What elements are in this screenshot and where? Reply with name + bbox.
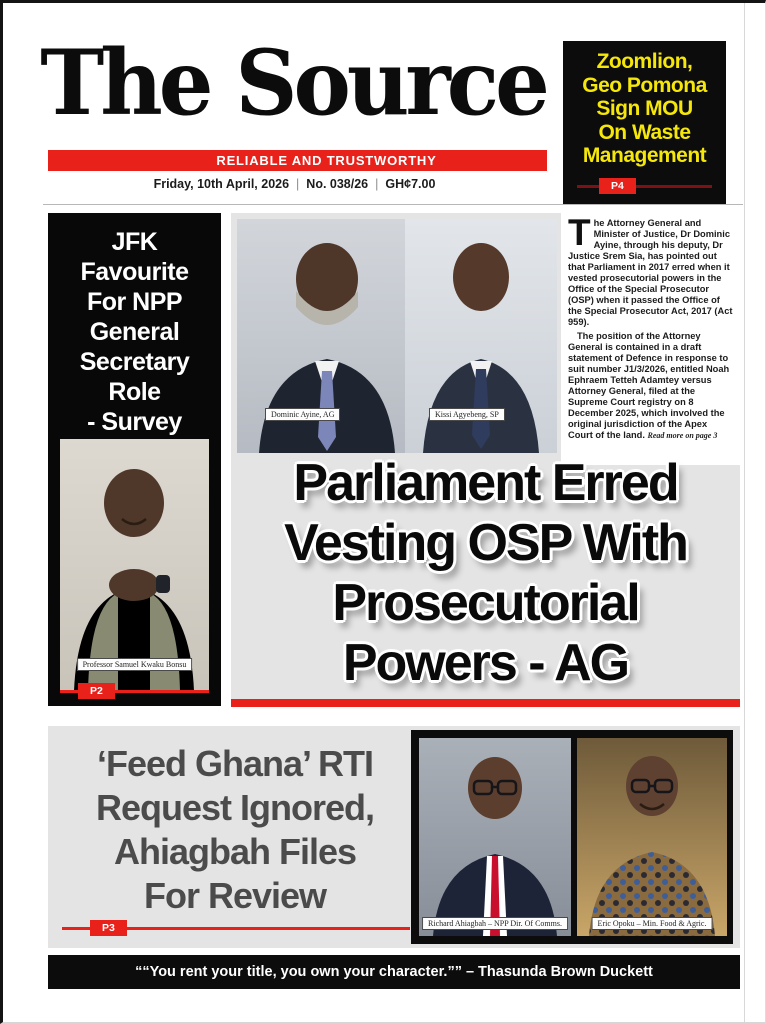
portrait-illustration [419,738,571,936]
drop-cap: T [568,213,591,253]
headline-line: ‘Feed Ghana’ RTI [96,743,374,784]
photo-caption: Eric Opoku – Min. Food & Agric. [592,917,713,930]
headline-line: Ahiagbah Files [113,831,357,872]
headline-line: General [89,318,180,346]
promo-headline-line: Management [582,144,707,167]
quote-bar [48,955,740,989]
red-underbar [231,699,740,707]
page-tag-row [60,683,209,699]
bottom-photos-box [411,730,733,944]
headline-line: Favourite [80,258,189,286]
dateline [41,174,548,194]
article-paragraph [568,331,734,441]
main-story-panel [231,213,740,707]
left-story-headline [48,227,221,437]
issue-date: Friday, 10th April, 2026 [153,177,290,191]
promo-headline-line: Sign MOU [596,97,693,120]
headline-line: Powers - AG [342,634,629,692]
read-more-note: Read more on page 3 [647,431,718,440]
separator: | [296,177,300,191]
masthead [39,25,547,147]
cover-price: GH¢7.00 [385,177,436,191]
quote-text: ““You rent your title, you own your character.”” – Thasunda Brown Duckett [135,964,653,980]
headline-line: For Review [143,875,327,916]
photo-caption: Kissi Agyebeng, SP [429,408,505,421]
separator: | [375,177,379,191]
headline-line: Role [108,378,161,406]
bottom-story-feed-ghana [48,726,740,948]
photo-kissi-agyebeng [405,219,557,453]
page-tag-p4: P4 [599,178,636,194]
headline-line: Prosecutorial [332,574,639,632]
page-edge-line [744,3,745,1024]
photo-caption: Dominic Ayine, AG [265,408,340,421]
promo-headline-line: Zoomlion, [596,50,693,73]
promo-headline-line: On Waste [598,120,691,144]
photo-richard-ahiagbah [419,738,571,936]
portrait-illustration [60,439,209,691]
photo-eric-opoku [577,738,727,936]
paragraph-text: he Attorney General and Minister of Justice, Dr Dominic Ayine, through his deputy, Dr Justice Srem Sia, has pointed out that Parliament in 2017 erred when it vested prosecutorial powers in the Office of the Special Prosecutor (OSP) when it passed the Office of the Special Prosecutor Act, 2017 (Act 959). [568,218,733,327]
main-headline [231,453,740,693]
headline-line: JFK [111,228,158,256]
headline-line: Vesting OSP With [284,514,687,572]
photo-samuel-kwaku-bonsu [60,439,209,691]
headline-line: - Survey [87,408,182,436]
issue-number: No. 038/26 [306,177,369,191]
header-divider [43,204,743,205]
left-story-jfk [48,213,221,706]
photo-caption: Richard Ahiagbah – NPP Dir. Of Comms. [422,917,568,930]
page-tag-p3: P3 [90,920,127,936]
paragraph-text: The position of the Attorney General is contained in a draft statement of Defence in response to suit number J1/3/2026, entitled Noah Ephraem Tetteh Adamtey versus Attorney General, filed at the Supreme Court registry on 8 December 2025, which involved the original jurisdiction of the Apex Court of the land. [568,331,730,440]
page-tag-p2: P2 [78,683,115,699]
portrait-illustration [577,738,727,936]
headline-line: Secretary [79,348,190,376]
headline-line: Request Ignored, [95,787,375,828]
headline-line: Parliament Erred [293,454,678,512]
page-tag-row [62,920,410,936]
promo-headline-line: Geo Pomona [582,73,707,97]
tag-rule [577,185,712,188]
newspaper-title: The Source [40,30,546,136]
tagline-banner: RELIABLE AND TRUSTWORTHY [48,150,547,171]
photo-caption: Professor Samuel Kwaku Bonsu [77,658,193,671]
bottom-headline [56,742,414,918]
promo-story-zoomlion [563,41,726,204]
article-paragraph [568,213,734,328]
page-tag-row [577,178,712,194]
photo-dominic-ayine [237,219,417,453]
headline-line: For NPP [86,288,183,316]
lead-article-text [561,213,740,465]
